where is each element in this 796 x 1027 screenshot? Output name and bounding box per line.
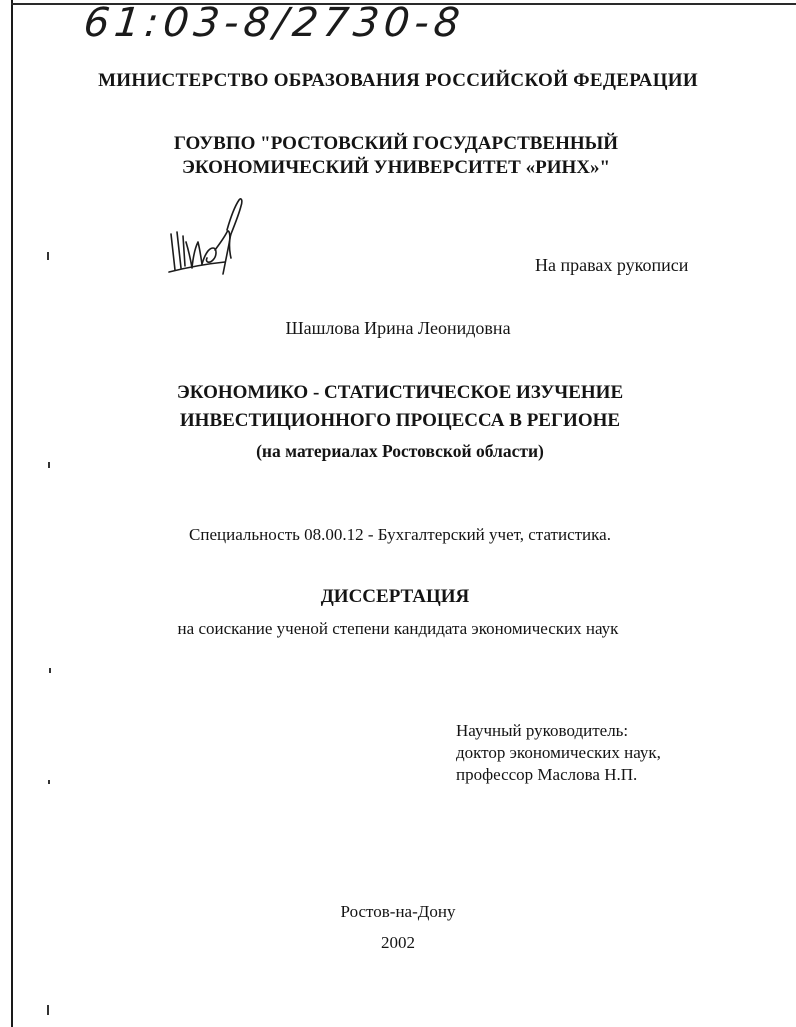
scan-speck [48, 462, 50, 468]
city: Ростов-на-Дону [340, 902, 456, 921]
author-name: Шашлова Ирина Леонидовна [285, 318, 511, 338]
document-type: ДИССЕРТАЦИЯ [320, 586, 470, 607]
dissertation-subtitle: (на материалах Ростовской области) [256, 441, 544, 461]
university-name-line1: ГОУВПО "РОСТОВСКИЙ ГОСУДАРСТВЕННЫЙ [173, 133, 619, 154]
scan-speck [47, 1005, 49, 1015]
degree-statement: на соискание ученой степени кандидата экономических наук [177, 619, 619, 638]
advisor-block [456, 720, 661, 786]
scan-speck [49, 668, 51, 673]
signature [165, 192, 250, 287]
scan-speck [48, 780, 50, 784]
archive-number: 61:03-8/2730-8 [81, 0, 467, 46]
manuscript-rights-note: На правах рукописи [535, 255, 689, 275]
advisor-name: профессор Маслова Н.П. [456, 765, 638, 784]
advisor-degree: доктор экономических наук, [456, 743, 661, 762]
specialty: Специальность 08.00.12 - Бухгалтерский учет, статистика. [189, 525, 611, 544]
scan-speck [47, 252, 49, 260]
advisor-label: Научный руководитель: [456, 721, 629, 740]
year: 2002 [381, 933, 415, 952]
university-name-line2: ЭКОНОМИЧЕСКИЙ УНИВЕРСИТЕТ «РИНХ»" [181, 157, 611, 178]
dissertation-title-line1: ЭКОНОМИКО - СТАТИСТИЧЕСКОЕ ИЗУЧЕНИЕ [176, 382, 624, 403]
dissertation-title-line2: ИНВЕСТИЦИОННОГО ПРОЦЕССА В РЕГИОНЕ [179, 410, 621, 431]
ministry-name: МИНИСТЕРСТВО ОБРАЗОВАНИЯ РОССИЙСКОЙ ФЕДЕРАЦИИ [98, 70, 698, 91]
